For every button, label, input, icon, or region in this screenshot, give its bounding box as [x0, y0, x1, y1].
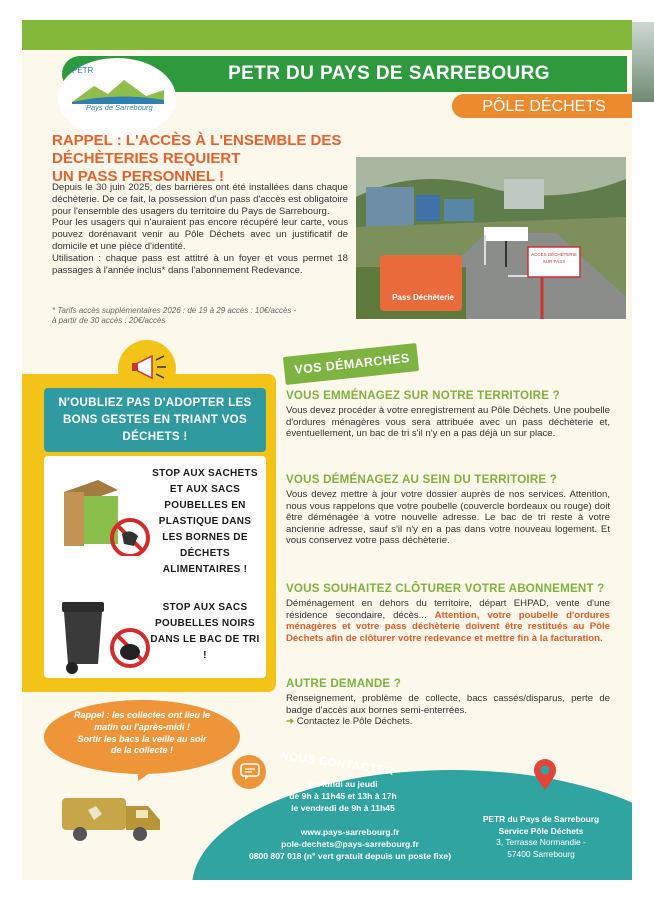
hours-line3: le vendredi de 9h à 11h45: [291, 803, 395, 813]
opening-hours: [268, 778, 418, 814]
section-autre-body: [286, 693, 610, 728]
header-band: [22, 20, 632, 50]
intro-text: [52, 182, 348, 276]
section-cloturer-text: Déménagement en dehors du territoire, départ EHPAD, vente d'une résidence secondaire, décès...: [286, 598, 610, 621]
address-line4: 57400 Sarrebourg: [507, 848, 575, 859]
garbage-truck-icon: [58, 788, 168, 844]
collecte-reminder-text: [56, 710, 228, 757]
mountain-icon: [70, 76, 166, 104]
address-line1: PETR du Pays de Sarrebourg: [482, 814, 600, 824]
postal-address: [456, 814, 626, 860]
contact-heading: NOUS CONTACTER: [279, 749, 395, 778]
address-line3: 3, Terrasse Normandie -: [496, 837, 586, 848]
arrow-right-icon: ➜: [286, 716, 295, 728]
section-autre-title: AUTRE DEMANDE ?: [286, 677, 402, 690]
section-emmenagez-title: VOUS EMMÉNAGEZ SUR NOTRE TERRITOIRE ?: [286, 389, 560, 402]
location-pin-icon: [532, 758, 558, 792]
intro-paragraph-1: Depuis le 30 juin 2025, des barrières ont été installées dans chaque déchèterie. De ce fait, la possession d'un pass d'accès est obligatoire pour l'ensemble des usagers du territoire du Pays de Sarrebourg.: [52, 182, 348, 217]
access-sign-line1: ACCÈS DÉCHÈTERIE: [531, 252, 577, 257]
section-autre-text: Renseignement, problème de collecte, bacs cassés/disparus, perte de badge d'accès aux bornes semi-enterrées.: [286, 693, 610, 716]
stop-black-bags-text: STOP AUX SACS POUBELLES NOIRS DANS LE BAC DE TRI !: [150, 602, 260, 661]
bubble-line3: Sortir les bacs la veille au soir: [77, 733, 207, 744]
address-line2: Service Pôle Déchets: [498, 825, 584, 836]
gestes-heading: N'OUBLIEZ PAS D'ADOPTER LES BONS GESTES EN TRIANT VOS DÉCHETS !: [58, 396, 252, 443]
intro-paragraph-3: Utilisation : chaque pass est attitré à un foyer et vous permet 18 passages à l'année inclus* dans l'abonnement Redevance.: [52, 252, 348, 276]
section-demenagez-title: VOUS DÉMÉNAGEZ AU SEIN DU TERRITOIRE ?: [286, 473, 558, 486]
website-link[interactable]: www.pays-sarrebourg.fr: [300, 827, 400, 837]
logo-name-text: Pays de Sarrebourg: [86, 103, 153, 112]
bubble-line2: matin ou l'après-midi !: [94, 721, 190, 732]
section-cloturer-alert: Attention, votre poubelle d'ordures ménagères et votre pass déchèterie doivent être restitués au Pôle Déchets afin de clôturer votre redevance et mettre fin à la facturation.: [286, 609, 610, 644]
rappel-heading-line1: RAPPEL : L'ACCÈS À L'ENSEMBLE DES DÉCHÈTERIES REQUIERT: [52, 132, 342, 167]
trash-bin-icon: [54, 592, 150, 678]
access-sign-line2: SUR PASS: [542, 259, 566, 264]
pass-card-label: Pass Déchèterie: [392, 293, 454, 302]
page-title: PETR DU PAYS DE SARREBOURG: [228, 63, 550, 84]
bubble-line1: Rappel : les collectes ont lieu le: [73, 710, 211, 720]
phone-number[interactable]: 0800 807 018 (n° vert gratuit depuis un poste fixe): [248, 851, 452, 861]
contact-details: [230, 826, 470, 862]
section-emmenagez-body: Vous devez procéder à votre enregistrement au Pôle Déchets. Une poubelle d'ordures ménagères vous sera attribuée avec un pass déchèterie et, éventuellement, un bac de tri s'il n'y en a pas déjà un sur place.: [286, 405, 610, 440]
access-sign: [528, 251, 580, 265]
megaphone-icon: [130, 350, 170, 384]
chat-icon: [240, 763, 260, 781]
logo-petr-text: PETR: [72, 66, 94, 75]
dechetterie-photo: [356, 157, 626, 319]
footnote-line1: * Tarifs accès supplémentaires 2026 : de 19 à 29 accès : 10€/accès -: [52, 306, 297, 315]
section-cloturer-title: VOUS SOUHAITEZ CLÔTURER VOTRE ABONNEMENT ?: [286, 582, 605, 595]
rappel-heading-line2: UN PASS PERSONNEL !: [52, 168, 224, 185]
bubble-line4: de la collecte !: [110, 745, 174, 756]
flyer-page: [22, 20, 632, 880]
section-cloturer-body: [286, 598, 610, 644]
footnote-line2: à partir de 30 accès : 20€/accès: [52, 316, 166, 325]
tarif-footnote: [52, 306, 352, 326]
email-link[interactable]: pole-dechets@pays-sarrebourg.fr: [281, 839, 419, 849]
intro-paragraph-2: Pour les usagers qui n'auraient pas encore récupéré leur carte, vous pouvez dorénavant venir au Pôle Déchets avec un justificatif de domicile et une pièce d'identité.: [52, 217, 348, 252]
hours-line1: Du lundi au jeudi: [308, 779, 378, 789]
hours-line2: de 9h à 11h45 et 13h à 17h: [289, 791, 397, 801]
contact-pole-link[interactable]: Contactez le Pôle Déchets.: [296, 716, 413, 728]
page-subtitle: PÔLE DÉCHETS: [482, 98, 606, 115]
compost-bin-icon: [54, 472, 150, 556]
stop-plastic-bags-text: STOP AUX SACHETS ET AUX SACS POUBELLES EN PLASTIQUE DANS LES BORNES DE DÉCHETS ALIMENTAIRES !: [152, 468, 258, 575]
demarches-tag-label: VOS DÉMARCHES: [293, 350, 411, 378]
section-demenagez-body: Vous devez mettre à jour votre dossier auprès de nos services. Attention, nous vous rappelons que votre poubelle (couvercle bordeaux ou rouge) doit être déménagée à votre nouvelle adresse. Le bac de tri reste à votre ancienne adresse, sauf s'il n'y en a pas dans votre nouveau logement. Et vous conservez votre pass déchèterie.: [286, 489, 610, 547]
